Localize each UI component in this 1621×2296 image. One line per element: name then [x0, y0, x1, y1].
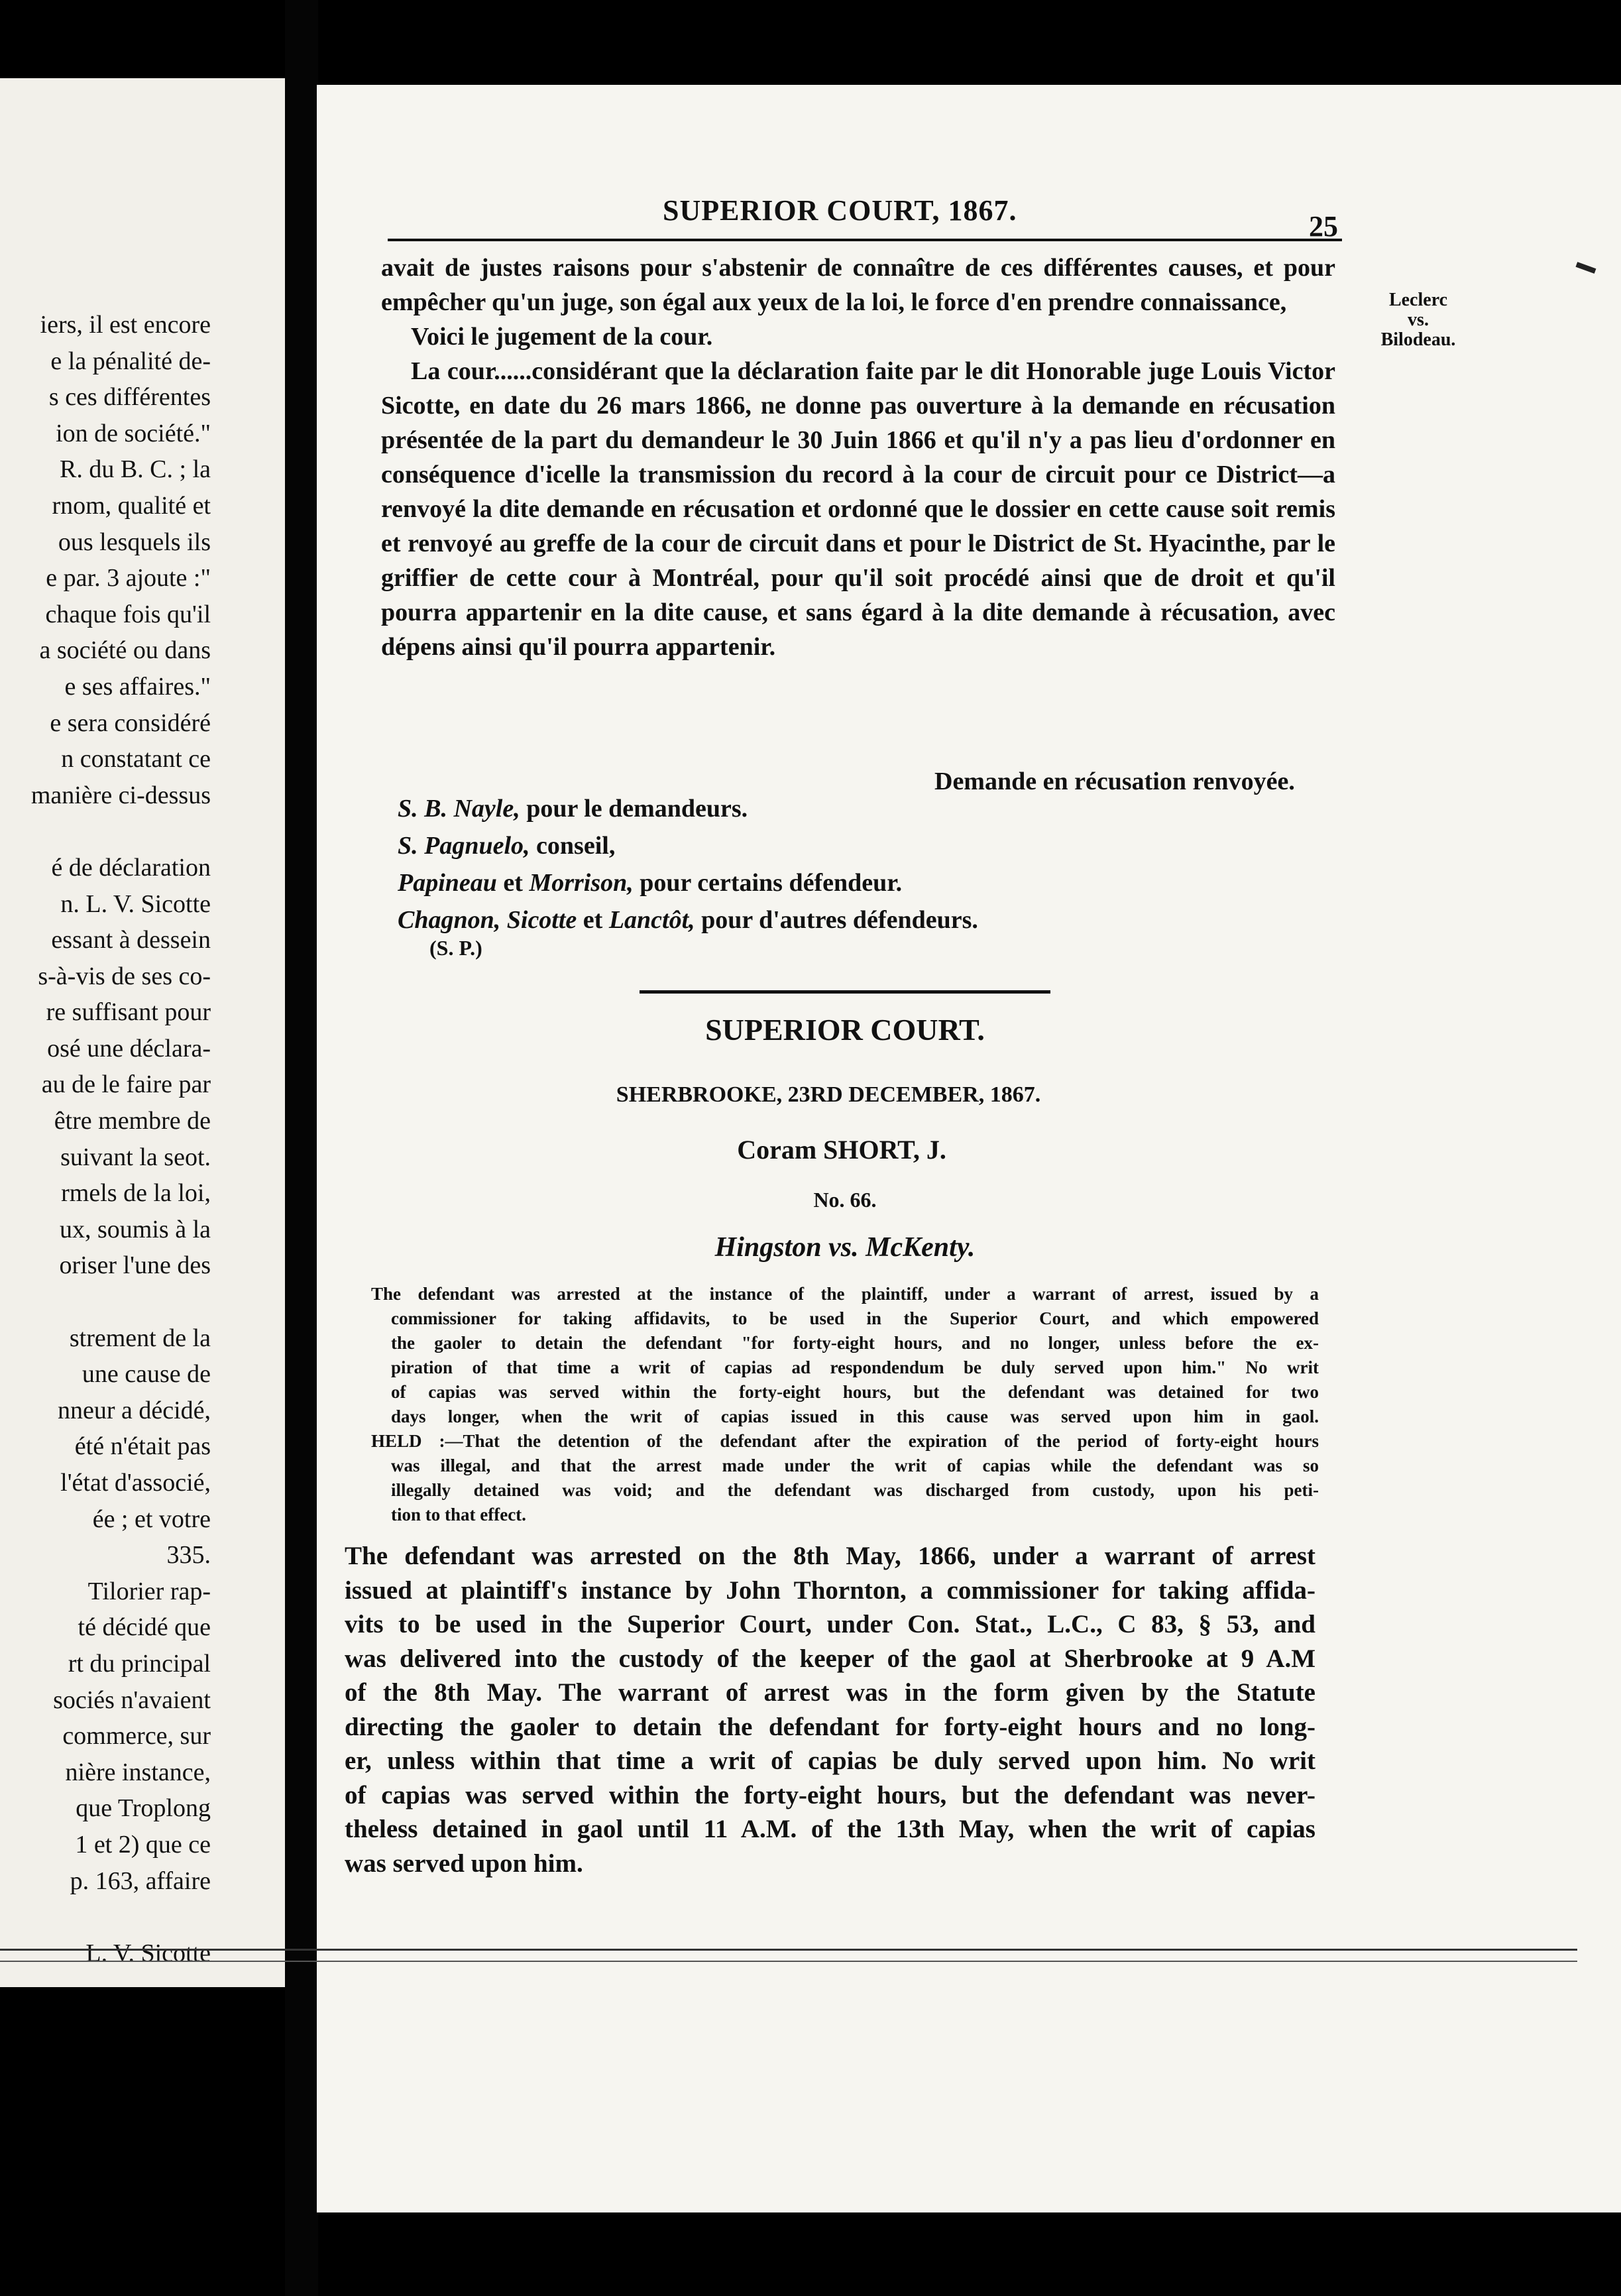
case-number: No. 66.: [813, 1188, 877, 1212]
bottom-rule-secondary: [0, 1961, 1577, 1962]
text-line: iers, il est encore: [40, 311, 211, 339]
text-line: ée ; et votre: [92, 1505, 211, 1533]
margin-case-reference: [1365, 290, 1471, 350]
text-line: n constatant ce: [61, 745, 211, 774]
text-line: rnom, qualité et: [52, 491, 211, 520]
text-line: Tilorier rap-: [87, 1577, 211, 1605]
header-rule: [388, 239, 1342, 241]
judgment-text: [381, 251, 1335, 664]
text-line: er, unless within that time a writ of capias be duly served upon him. No writ: [345, 1747, 1315, 1775]
counsel-line-3: [398, 864, 978, 901]
running-header: SUPERIOR COURT, 1867.: [663, 194, 1017, 227]
text-line: que Troplong: [76, 1794, 211, 1823]
text-line: chaque fois qu'il: [45, 600, 211, 628]
text-line: The defendant was arrested at the instance of the plaintiff, under a warrant of arrest, issued by a: [371, 1284, 1319, 1304]
counsel-line-4: [398, 901, 978, 939]
text-line: e par. 3 ajoute :": [46, 564, 211, 593]
text-line: R. du B. C. ; la: [59, 455, 211, 484]
text-line: theless detained in gaol until 11 A.M. of the 13th May, when the writ of capias: [345, 1815, 1315, 1843]
text-line: directing the gaoler to detain the defendant for forty-eight hours and no long-: [345, 1712, 1315, 1741]
text-line: commissioner for taking affidavits, to be used in the Superior Court, and which empowered: [391, 1308, 1319, 1328]
text-line: e sera considéré: [50, 709, 211, 737]
text-line: illegally detained was void; and the defendant was discharged from custody, upon his peti-: [391, 1480, 1319, 1500]
text-line: of capias was served within the forty-eight hours, but the defendant was detained for two: [391, 1382, 1319, 1402]
text-line: rt du principal: [68, 1649, 211, 1678]
coram: Coram SHORT, J.: [737, 1135, 946, 1165]
text-line: s ces différentes: [48, 383, 211, 412]
case-name: Hingston vs. McKenty.: [714, 1232, 976, 1263]
text-line: 335.: [166, 1541, 211, 1570]
text-line: the gaoler to detain the defendant "for forty-eight hours, and no longer, unless before the ex-: [391, 1333, 1319, 1353]
counsel-role: pour d'autres défendeurs.: [695, 906, 978, 934]
text-line: was served upon him.: [345, 1849, 583, 1878]
text-line: [0, 1899, 212, 1935]
counsel-name: Chagnon, Sicotte: [398, 906, 577, 934]
text-line: piration of that time a writ of capias ad respondendum be duly served upon him." No writ: [391, 1357, 1319, 1377]
text-line: être membre de: [54, 1107, 211, 1135]
text-line: of the 8th May. The warrant of arrest was in the form given by the Statute: [345, 1678, 1315, 1707]
text-line: rmels de la loi,: [61, 1179, 211, 1208]
book-gutter: [285, 0, 318, 2296]
text-line: vits to be used in the Superior Court, under Con. Stat., L.C., C 83, § 53, and: [345, 1610, 1315, 1638]
text-line: s-à-vis de ses co-: [38, 962, 211, 990]
text-line: manière ci-dessus: [30, 781, 211, 809]
text-line: une cause de: [82, 1360, 211, 1389]
text-line: p. 163, affaire: [70, 1866, 211, 1895]
page-number: 25: [1309, 210, 1338, 243]
counsel-name: S. Pagnuelo,: [398, 832, 530, 860]
text-line: osé une déclara-: [47, 1034, 211, 1062]
case-facts-paragraph: [345, 1539, 1315, 1880]
verdict: Demande en récusation renvoyée.: [934, 768, 1295, 795]
text-line: suivant la seot.: [60, 1143, 211, 1171]
text-line: nneur a décidé,: [57, 1396, 211, 1424]
text-line: sociés n'avaient: [53, 1686, 211, 1714]
text-line: [0, 1284, 212, 1320]
text-line: e la pénalité de-: [50, 347, 211, 375]
paragraph-judgment: La cour......considérant que la déclaration faite par le dit Honorable juge Louis Victor Sicotte, en date du 26 mars 1866, ne donne pas ouverture à la demande en récusation présentée de la part du demandeur le 30 Juin 1866 et qu'il n'y a pas lieu d'ordonner en conséquence d'icelle la transmission du record à la cour de circuit pour ce District—a renvoyé la dite demande en récusation et ordonné que le dossier en cette cause soit remis et renvoyé au greffe de la cour de circuit dans et pour le District de St. Hyacinthe, par le griffier de cette cour à Montréal, pour qu'il soit procédé ainsi que de droit et qu'il pourra appartenir en la dite cause, et sans égard à la dite demande à récusation, avec dépens ainsi qu'il pourra appartenir.: [381, 357, 1335, 661]
margin-line-2: vs.: [1408, 310, 1429, 330]
counsel-name: S. B. Nayle,: [398, 795, 520, 823]
text-line: ous lesquels ils: [58, 528, 211, 556]
reporter-initials: (S. P.): [429, 936, 482, 960]
text-line: was delivered into the custody of the keeper of the gaol at Sherbrooke at 9 A.M: [345, 1644, 1315, 1673]
counsel-role: pour le demandeurs.: [520, 795, 748, 823]
text-line: strement de la: [69, 1324, 211, 1352]
section-divider: [640, 990, 1050, 994]
text-line: té décidé que: [78, 1613, 211, 1642]
text-line: oriser l'une des: [59, 1251, 211, 1280]
text-line: HELD :—That the detention of the defendant after the expiration of the period of forty-eight hours: [371, 1431, 1319, 1451]
text-line: été n'était pas: [74, 1432, 211, 1461]
text-line: was illegal, and that the arrest made under the writ of capias while the defendant was so: [391, 1456, 1319, 1475]
text-line: tion to that effect.: [391, 1505, 526, 1524]
text-line: a société ou dans: [39, 636, 211, 665]
text-line: issued at plaintiff's instance by John Thornton, a commissioner for taking affida-: [345, 1576, 1315, 1605]
counsel-role: pour certains défendeur.: [633, 869, 903, 897]
counsel-line-2: [398, 827, 978, 864]
paragraph-judgment-intro: Voici le jugement de la cour.: [411, 323, 713, 351]
counsel-role: conseil,: [530, 832, 616, 860]
text-line: [0, 813, 212, 850]
text-line: l'état d'associé,: [60, 1469, 211, 1497]
text-line: 1 et 2) que ce: [75, 1830, 211, 1859]
text-line: essant à dessein: [51, 926, 211, 954]
paragraph-reasons: avait de justes raisons pour s'abstenir de connaître de ces différentes causes, et pour empêcher qu'un juge, son égal aux yeux de la loi, le force d'en prendre connaissance,: [381, 254, 1335, 316]
text-line: ion de société.": [56, 419, 211, 447]
text-line: The defendant was arrested on the 8th May, 1866, under a warrant of arrest: [345, 1542, 1315, 1570]
left-page-fragment: [0, 78, 285, 1987]
text-line: nière instance,: [65, 1758, 211, 1786]
left-page-text: [0, 307, 212, 1971]
headnote: [371, 1282, 1319, 1527]
margin-line-1: Leclerc: [1388, 290, 1448, 310]
court-title: SUPERIOR COURT.: [705, 1013, 985, 1047]
text-line: ux, soumis à la: [60, 1215, 211, 1243]
counsel-name: Papineau: [398, 869, 497, 897]
text-line: n. L. V. Sicotte: [60, 890, 211, 918]
counsel-line-1: [398, 790, 978, 827]
text-line: re suffisant pour: [46, 998, 211, 1027]
text-line: days longer, when the writ of capias issued in this cause was served upon him in gaol.: [391, 1406, 1319, 1426]
counsel-name: Morrison,: [529, 869, 634, 897]
counsel-list: [398, 790, 978, 939]
text-line: L. V. Sicotte: [85, 1939, 211, 1967]
place-date: SHERBROOKE, 23RD DECEMBER, 1867.: [616, 1082, 1041, 1107]
text-line: commerce, sur: [62, 1722, 211, 1751]
text-line: e ses affaires.": [64, 672, 211, 701]
text-line: of capias was served within the forty-eight hours, but the defendant was never-: [345, 1780, 1315, 1809]
text-line: é de déclaration: [51, 853, 211, 882]
counsel-conjunction: et: [577, 906, 609, 934]
text-line: au de le faire par: [41, 1070, 211, 1099]
counsel-conjunction: et: [496, 869, 530, 897]
bottom-rule: [0, 1949, 1577, 1951]
margin-line-3: Bilodeau.: [1380, 329, 1456, 350]
counsel-name: Lanctôt,: [608, 906, 695, 934]
